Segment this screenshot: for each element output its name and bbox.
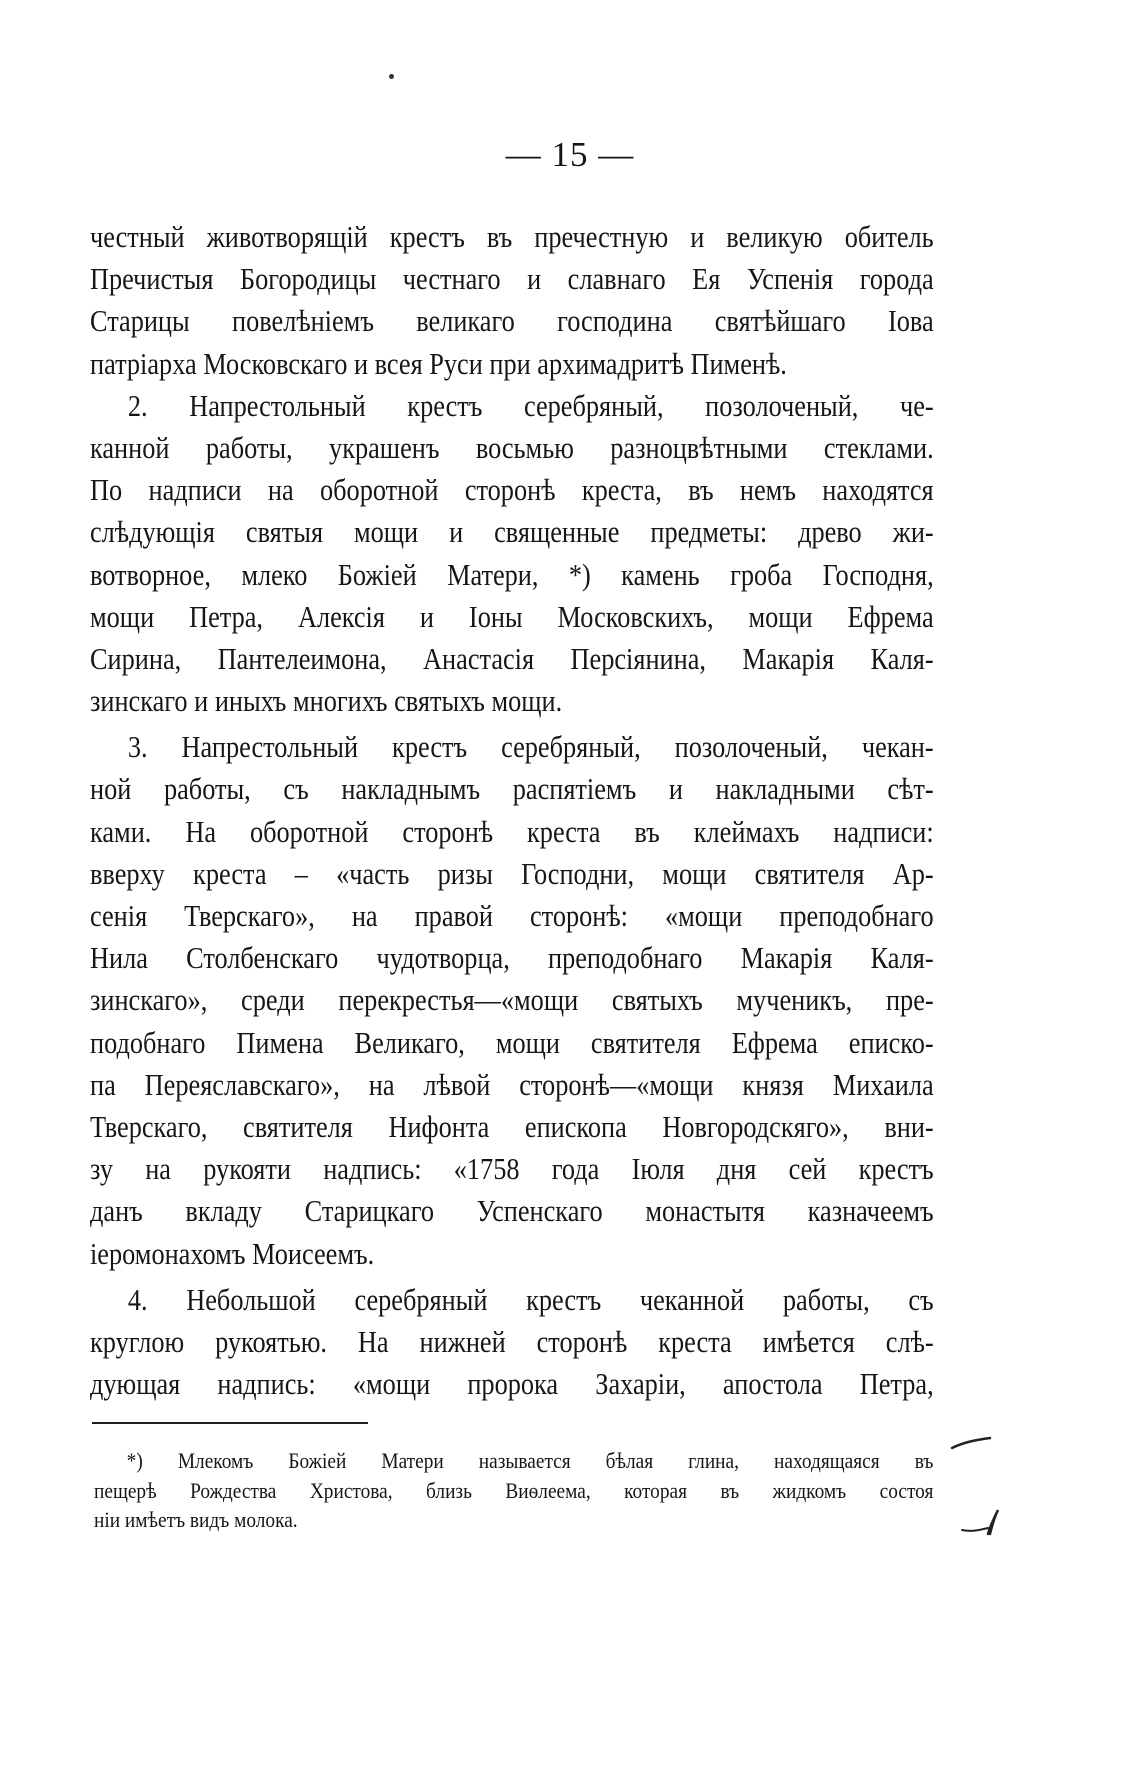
text-line: Сирина, Пантелеимона, Анастасія Персіянина, Макарія Каля- [90,641,934,676]
text-line: Нила Столбенскаго чудотворца, преподобнаго Макарія Каля- [90,941,934,976]
text-line: зинскаго и иныхъ многихъ святыхъ мощи. [90,684,563,719]
text-line: іеромонахомъ Моисеемъ. [90,1236,375,1271]
text-line: круглою рукоятью. На нижней сторонѣ креста имѣется слѣ- [90,1324,934,1359]
footnote-line: *) Млекомъ Божіей Матери называется бѣлая глина, находящаяся въ [126,1448,934,1473]
main-text [90,216,934,1405]
footnote-line: пещерѣ Рождества Христова, близь Виѳлеема, которая въ жидкомъ состоя [94,1477,934,1503]
page-number: — 15 — [505,135,635,174]
text-line: канной работы, украшенъ восьмью разноцвѣтными стеклами. [90,430,934,465]
text-line: зу на рукояти надпись: «1758 года Іюля дня сей крестъ [90,1152,934,1187]
pencil-margin-mark-icon [950,1430,1002,1550]
text-line: па Переяславскаго», на лѣвой сторонѣ—«мощи князя Михаила [90,1067,934,1102]
text-line: патріарха Московскаго и всея Руси при архимадритѣ Пименѣ. [90,346,787,381]
text-line: вверху креста – «часть ризы Господни, мощи святителя Ар- [90,856,934,891]
footnote-divider [92,1422,368,1424]
text-line: вотворное, млеко Божіей Матери, *) камень гроба Господня, [90,557,934,592]
text-line: мощи Петра, Алексія и Іоны Московскихъ, мощи Ефрема [90,599,934,634]
print-speck [389,74,394,79]
text-line: 2. Напрестольный крестъ серебряный, позолоченый, че- [127,388,934,423]
text-line: сенія Тверскаго», на правой сторонѣ: «мощи преподобнаго [90,899,934,933]
text-line: Старицы повелѣніемъ великаго господина святѣйшаго Іова [90,304,934,339]
text-line: По надписи на оборотной сторонѣ креста, въ немъ находятся [90,473,934,508]
text-line: 4. Небольшой серебряный крестъ чеканной работы, съ [127,1282,934,1317]
text-line: честный животворящій крестъ въ пречестную и великую обитель [90,220,934,254]
text-line: подобнаго Пимена Великаго, мощи святителя Ефрема еписко- [90,1025,934,1060]
text-line: Пречистыя Богородицы честнаго и славнаго Ея Успенія города [90,262,934,297]
text-line: данъ вкладу Старицкаго Успенскаго монастытя казначеемъ [90,1194,934,1229]
text-line: дующая надпись: «мощи пророка Захаріи, апостола Петра, [90,1367,934,1402]
footnote [94,1446,933,1535]
text-line: ками. На оборотной сторонѣ креста въ клеймахъ надписи: [90,814,934,849]
text-line: зинскаго», среди перекрестья—«мощи святыхъ мученикъ, пре- [90,983,934,1018]
text-line: ной работы, съ накладнымъ распятіемъ и накладными сѣт- [90,772,934,807]
text-line: Тверскаго, святителя Нифонта епископа Новгородскяго», вни- [90,1109,934,1144]
footnote-line: ніи имѣетъ видъ молока. [94,1507,298,1532]
text-line: слѣдующія святыя мощи и священные предметы: древо жи- [90,515,934,550]
text-line: 3. Напрестольный крестъ серебряный, позолоченый, чекан- [127,730,934,765]
